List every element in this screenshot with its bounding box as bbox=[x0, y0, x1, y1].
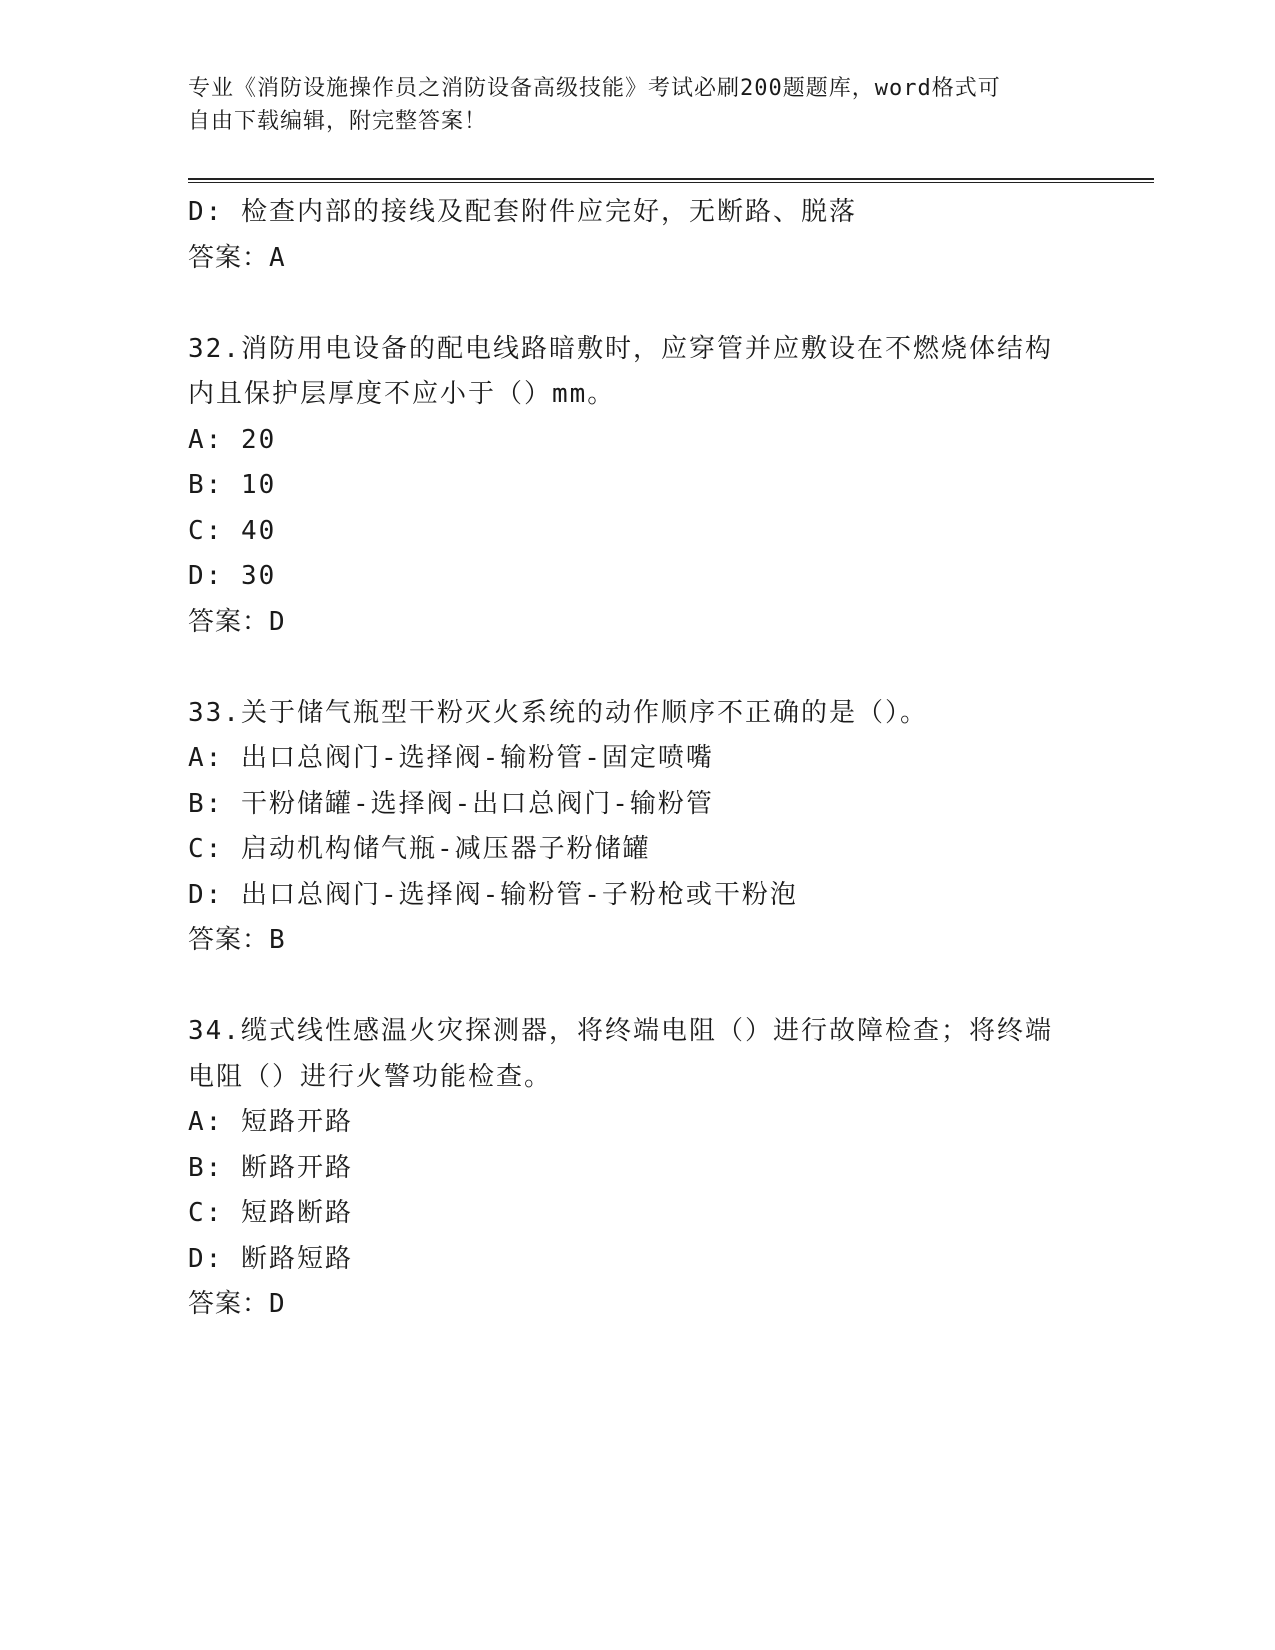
q32-option-b: B: 10 bbox=[188, 470, 277, 500]
q32-stem-line-2: 内且保护层厚度不应小于（）mm。 bbox=[188, 379, 616, 409]
question-list bbox=[188, 190, 1088, 1328]
q34-option-a: A: 短路开路 bbox=[188, 1107, 353, 1137]
q34-stem-line-2: 电阻（）进行火警功能检查。 bbox=[188, 1061, 553, 1092]
q34-option-c: C: 短路断路 bbox=[188, 1198, 353, 1228]
prev-question-option-d: D: 检查内部的接线及配套附件应完好，无断路、脱落 bbox=[188, 197, 857, 227]
q32-answer: 答案：D bbox=[188, 606, 286, 637]
header-title-line-1: 专业《消防设施操作员之消防设备高级技能》考试必刷200题题库，word格式可 bbox=[188, 76, 1001, 101]
q33-option-a: A: 出口总阀门-选择阀-输粉管-固定喷嘴 bbox=[188, 743, 714, 773]
spacer bbox=[188, 281, 1088, 327]
header-title-line-2: 自由下载编辑，附完整答案！ bbox=[188, 109, 488, 134]
q32-option-a: A: 20 bbox=[188, 424, 277, 455]
q33-option-c: C: 启动机构储气瓶-减压器子粉储罐 bbox=[188, 834, 651, 864]
spacer bbox=[188, 964, 1088, 1010]
q34-option-d: D: 断路短路 bbox=[188, 1243, 353, 1274]
q34-stem-line-1: 34.缆式线性感温火灾探测器，将终端电阻（）进行故障检查；将终端 bbox=[188, 1016, 1053, 1046]
q32-stem-line-1: 32.消防用电设备的配电线路暗敷时，应穿管并应敷设在不燃烧体结构 bbox=[188, 333, 1053, 364]
q33-stem-line-1: 33.关于储气瓶型干粉灭火系统的动作顺序不正确的是（）。 bbox=[188, 697, 928, 728]
header-divider bbox=[188, 178, 1154, 183]
document-header bbox=[188, 72, 1088, 138]
q33-answer: 答案：B bbox=[188, 925, 286, 955]
prev-question-answer: 答案：A bbox=[188, 242, 286, 273]
q34-option-b: B: 断路开路 bbox=[188, 1152, 353, 1183]
q32-option-d: D: 30 bbox=[188, 561, 277, 591]
q33-option-d: D: 出口总阀门-选择阀-输粉管-子粉枪或干粉泡 bbox=[188, 879, 798, 910]
q34-answer: 答案：D bbox=[188, 1289, 286, 1319]
spacer bbox=[188, 645, 1088, 691]
q33-option-b: B: 干粉储罐-选择阀-出口总阀门-输粉管 bbox=[188, 788, 714, 819]
q32-option-c: C: 40 bbox=[188, 515, 277, 546]
